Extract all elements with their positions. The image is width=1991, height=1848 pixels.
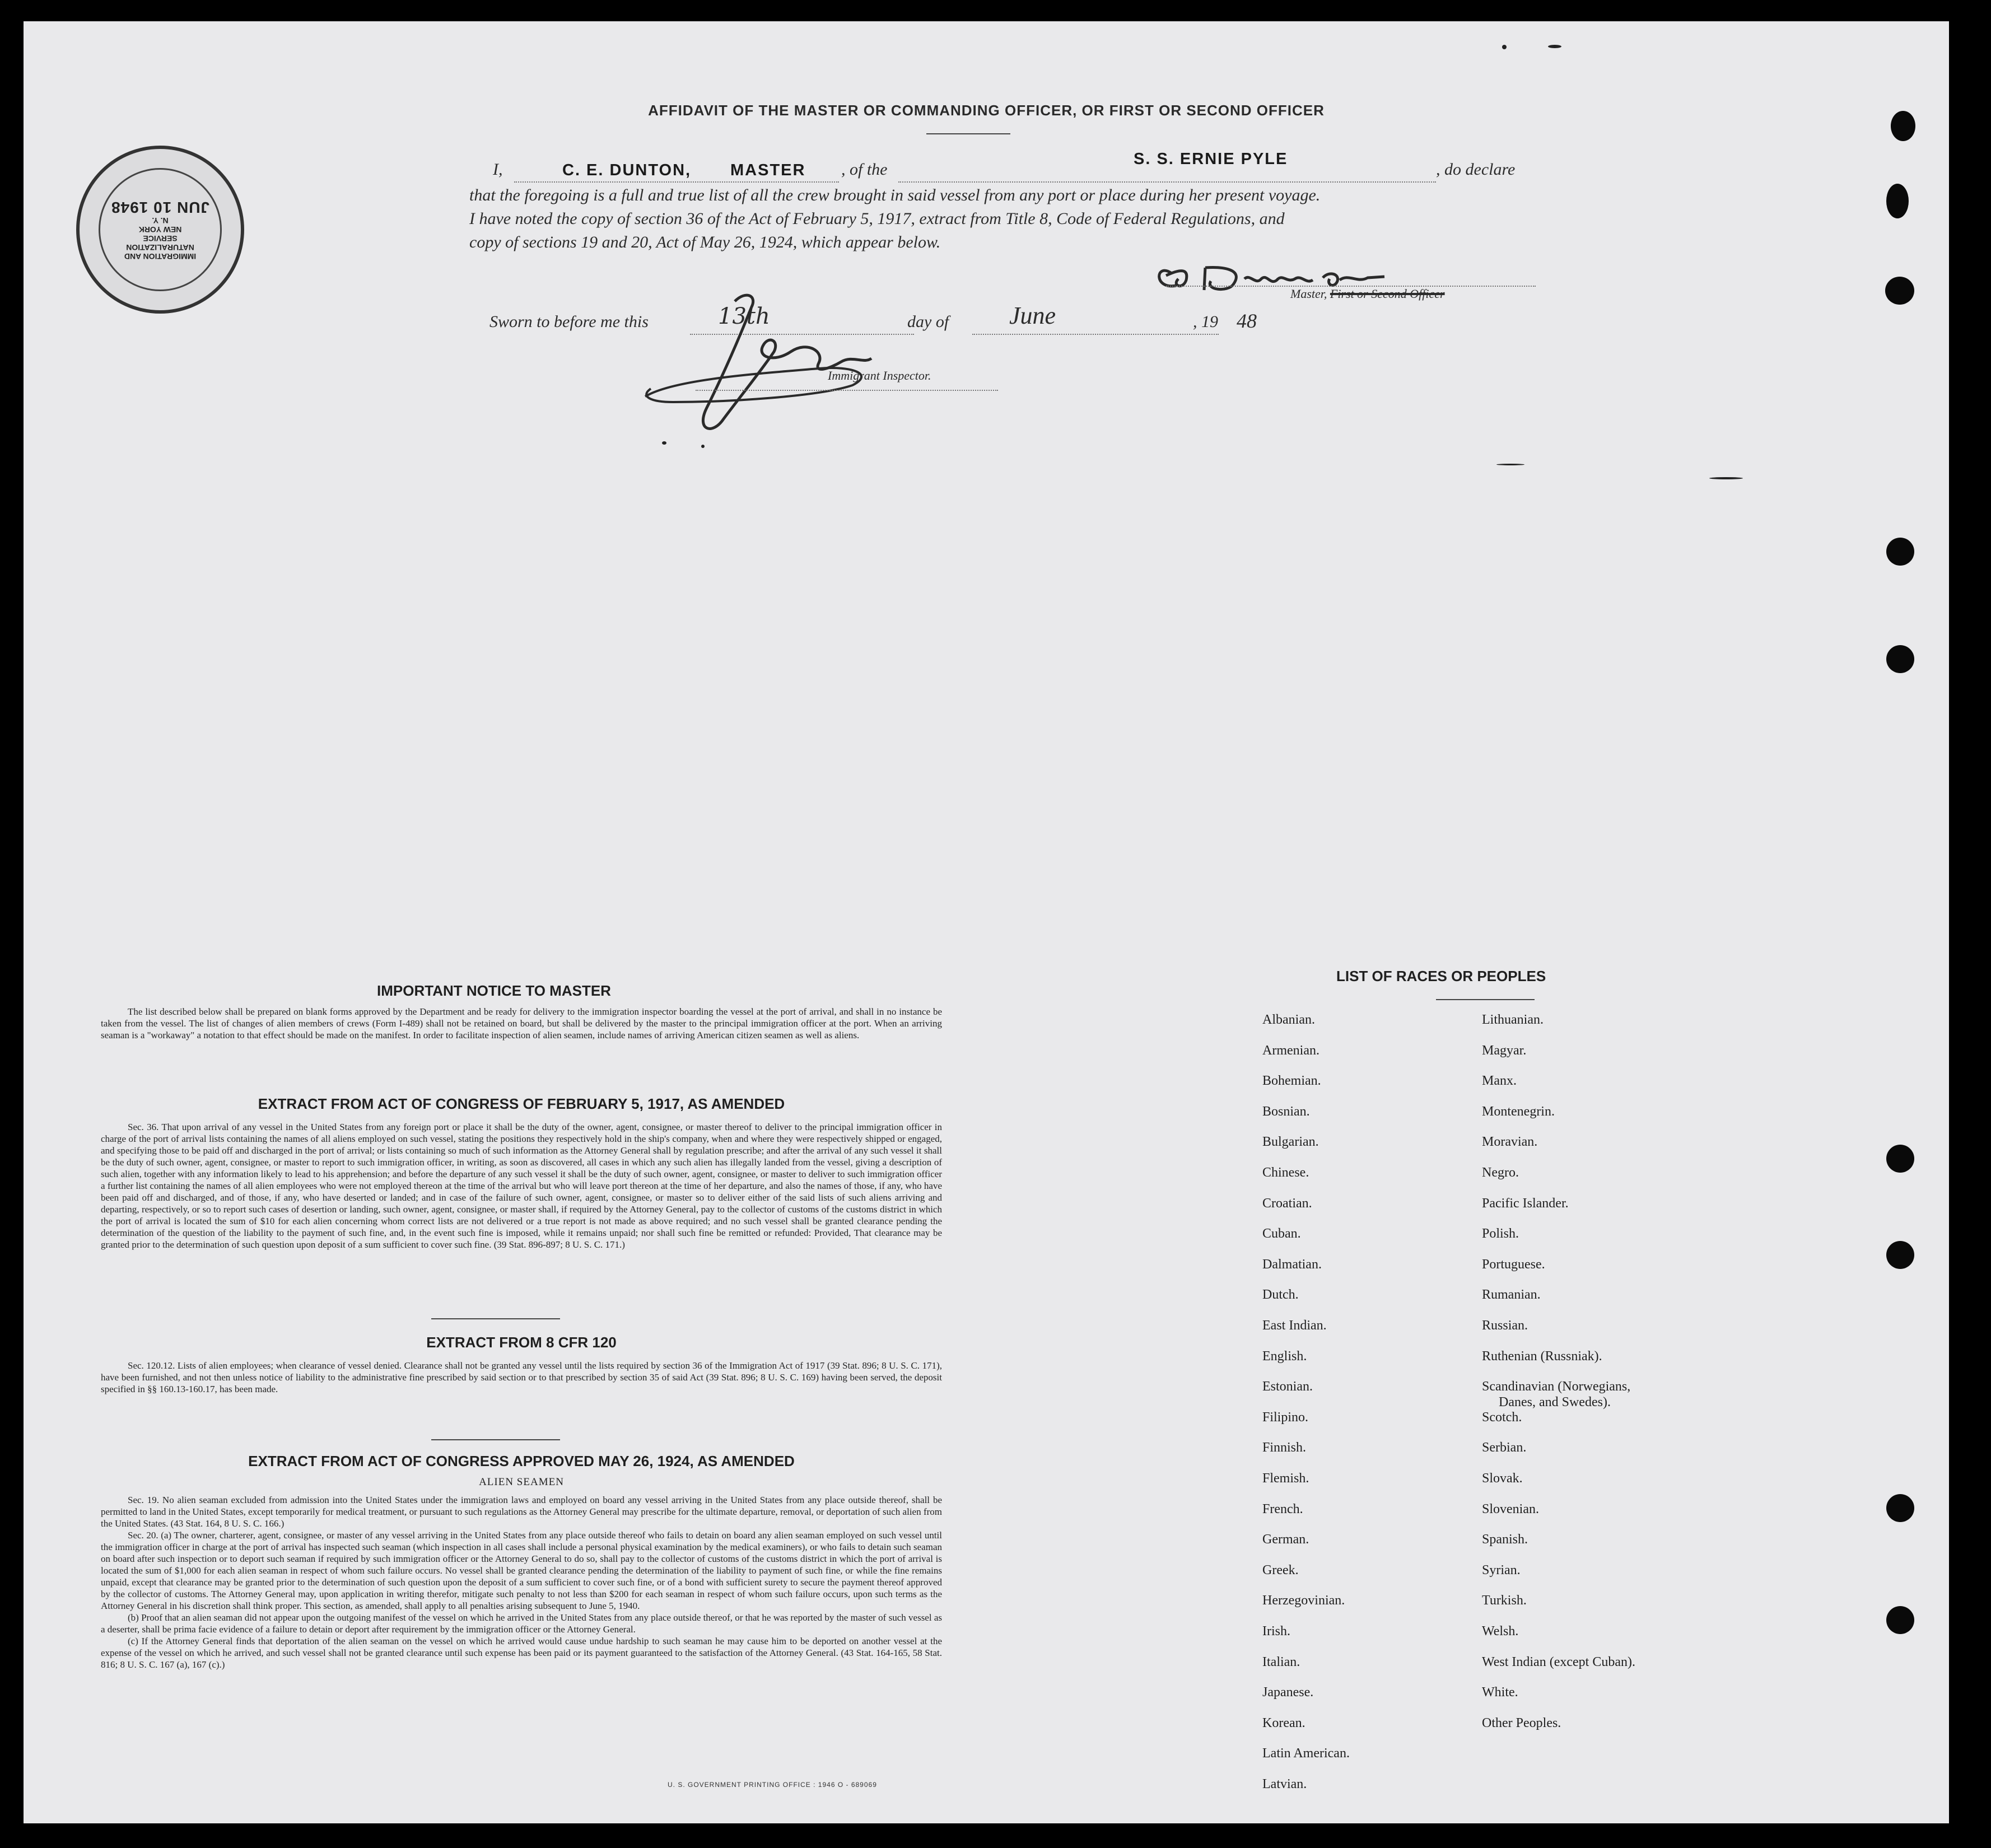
section-36-paragraph: Sec. 36. That upon arrival of any vessel in the United States from any foreign port or place it shall be the duty of the owner, agent, consignee, or master thereof to deliver to the principal immigration officer in charge of the port of arrival lists containing the names of all aliens employed on such vessel, stating the positions they respectively hold in the ship's company, when and where they were respectively shipped or engaged, and specifying those to be paid off and discharged in the port of arrival; or lists containing so much of such information as the Attorney General shall by regulation prescribe; and after the arrival of any such vessel it shall be the duty of such owner, agent, consignee, or master to report to such immigration officer, in writing, as soon as discovered, all cases in which any such alien has illegally landed from the vessel, giving a description of such alien, together with any information likely to lead to his apprehension; and before the departure of any such vessel it shall be the duty of such owner, agent, consignee, or master to deliver to such immigration officer a further list containing the names of all alien employees who were not employed thereon at the time of the arrival but who will leave port thereon at the time of her departure, and also the names of those, if any, who have been paid off and discharged, and of those, if any, who have deserted or landed; and in case of the failure of such owner, agent, consignee, or master so to deliver either of the said lists of such aliens arriving and departing, respectively, or so to report such cases of desertion or landing, such owner, agent, consignee, or master shall, if required by the Attorney General, pay to the collector of customs of the customs district in which the port of arrival is located the sum of $10 for each alien concerning whom correct lists are not delivered or a true report is not made as above required; and no such vessel shall be granted clearance pending the determination of the question of the liability to the payment of such fine, and, in the event such fine is imposed, while it remains unpaid; nor shall such fine be remitted or refunded: Provided, That clearance may be granted prior to the determination of such question upon deposit of a sum sufficient to cover such fine. (39 Stat. 896-897; 8 U. S. C. 171.) (101, 1122, 942, 1250)
section-20b-paragraph: (b) Proof that an alien seaman did not appear upon the outgoing manifest of the vessel on which he arrived in the United States from any place outside thereof, or that he was reported by the master of such vessel as a deserter, shall be prima facie evidence of a failure to detain or deport after requirement by the immigration officer or the Attorney General. (101, 1612, 942, 1635)
master-name-value: C. E. DUNTON, (562, 161, 692, 179)
race-item: German. (1262, 1532, 1309, 1547)
punch-hole (1886, 1145, 1914, 1173)
ink-speck (1548, 45, 1561, 48)
section-19-paragraph: Sec. 19. No alien seaman excluded from admission into the United States under the immigration laws and employed on board any vessel arriving in the United States from any place outside thereof, shall be permitted to land in the United States, except temporarily for medical treatment, or pursuant to such regulations as the Attorney General may prescribe for the ultimate departure, removal, or deportation of such alien from the United States. (43 Stat. 164, 8 U. S. C. 166.) (101, 1495, 942, 1529)
race-item: Irish. (1262, 1624, 1290, 1639)
race-item: Dutch. (1262, 1287, 1299, 1303)
vessel-name-value: S. S. ERNIE PYLE (1134, 150, 1288, 168)
extract-1917-body (101, 1121, 942, 1250)
race-item: Rumanian. (1482, 1287, 1541, 1303)
race-item: Manx. (1482, 1074, 1517, 1089)
ink-speck (1502, 45, 1507, 49)
race-item: Slovenian. (1482, 1501, 1539, 1516)
affidavit-title: AFFIDAVIT OF THE MASTER OR COMMANDING OFFICER, OR FIRST OR SECOND OFFICER (648, 102, 1325, 119)
race-item: Croatian. (1262, 1196, 1312, 1211)
extract-1924-body (101, 1494, 942, 1670)
race-item: Negro. (1482, 1165, 1519, 1180)
stamp-line: NATURALIZATION (126, 243, 194, 253)
race-item: Turkish. (1482, 1593, 1527, 1608)
races-list-title: LIST OF RACES OR PEOPLES (1336, 968, 1546, 984)
race-item: Greek. (1262, 1562, 1299, 1578)
race-item: Magyar. (1482, 1043, 1527, 1058)
punch-hole (1885, 277, 1914, 305)
punch-hole (1886, 1494, 1914, 1522)
race-item: Other Peoples. (1482, 1715, 1561, 1730)
extract-1924-title: EXTRACT FROM ACT OF CONGRESS APPROVED MAY 26, 1924, AS AMENDED (248, 1453, 795, 1469)
ink-speck (1496, 464, 1524, 465)
race-item: English. (1262, 1348, 1307, 1364)
race-item: Syrian. (1482, 1562, 1521, 1578)
race-item: Bohemian. (1262, 1074, 1321, 1089)
punch-hole (1886, 645, 1914, 673)
extract-8cfr-body (101, 1360, 942, 1395)
race-item: Filipino. (1262, 1410, 1309, 1425)
race-item: Ruthenian (Russniak). (1482, 1348, 1602, 1364)
year-value: 48 (1237, 310, 1257, 332)
race-item: West Indian (except Cuban). (1482, 1654, 1635, 1669)
stamp-text (80, 149, 241, 310)
section-rule (431, 1318, 560, 1319)
affidavit-line-4: copy of sections 19 and 20, Act of May 26, 1924, which appear below. (469, 233, 941, 251)
affidavit-title-rule (926, 133, 1010, 134)
race-item: Bosnian. (1262, 1104, 1310, 1119)
struck-officer-caption: First or Second Officer (1330, 287, 1445, 301)
sworn-month-value: June (1009, 302, 1056, 329)
punch-hole (1886, 1606, 1914, 1634)
sworn-label: Sworn to before me this (489, 312, 649, 331)
received-stamp (76, 146, 244, 314)
race-item: Armenian. (1262, 1043, 1319, 1058)
race-item: Dalmatian. (1262, 1257, 1322, 1272)
race-item: Montenegrin. (1482, 1104, 1555, 1119)
race-item: Russian. (1482, 1318, 1528, 1333)
extract-1917-title: EXTRACT FROM ACT OF CONGRESS OF FEBRUARY 5, 1917, AS AMENDED (258, 1095, 785, 1112)
alien-seamen-subtitle: ALIEN SEAMEN (479, 1476, 564, 1488)
section-rule (431, 1439, 560, 1440)
race-item: Danes, and Swedes). (1499, 1395, 1611, 1410)
race-item: Portuguese. (1482, 1257, 1545, 1272)
extract-8cfr-title: EXTRACT FROM 8 CFR 120 (426, 1334, 617, 1351)
race-item: Albanian. (1262, 1012, 1315, 1027)
race-item: Italian. (1262, 1654, 1300, 1669)
of-the-label: , of the (841, 160, 888, 179)
affidavit-line-2: that the foregoing is a full and true list of all the crew brought in said vessel from any port or place during her present voyage. (469, 186, 1321, 204)
inspector-caption: Immigrant Inspector. (828, 368, 931, 382)
race-item: Lithuanian. (1482, 1012, 1544, 1027)
sworn-month-line (972, 333, 1219, 335)
stamp-line: IMMIGRATION AND (124, 252, 197, 262)
gpo-imprint: U. S. GOVERNMENT PRINTING OFFICE : 1946 O - 689069 (668, 1781, 877, 1789)
affidavit-i-label: I, (493, 160, 503, 179)
race-item: Moravian. (1482, 1135, 1538, 1150)
race-item: Bulgarian. (1262, 1135, 1319, 1150)
race-item: Japanese. (1262, 1685, 1314, 1700)
notice-title: IMPORTANT NOTICE TO MASTER (377, 982, 611, 999)
stamp-line: SERVICE (143, 234, 178, 244)
master-rank-value: MASTER (730, 161, 806, 179)
race-item: Korean. (1262, 1715, 1305, 1730)
inspector-signature-line (696, 389, 998, 391)
vessel-field-line (898, 180, 1436, 183)
stamp-line: N. Y. (152, 216, 169, 225)
race-item: Serbian. (1482, 1440, 1527, 1455)
race-item: Estonian. (1262, 1379, 1313, 1394)
do-declare-label: , do declare (1436, 160, 1516, 179)
section-20a-paragraph: Sec. 20. (a) The owner, charterer, agent, consignee, or master of any vessel arriving in the United States from any place outside thereof who fails to detain on board any alien seaman employed on such vessel until the immigration officer in charge at the port of arrival has inspected such seaman (which inspection in all cases shall include a personal physical examination by the medical examiners), or who fails to detain such seaman on board after such inspection or to deport such seaman if required by such immigration officer or the Attorney General to do so, shall pay to the collector of customs of the customs district in which the port of arrival is located the sum of $1,000 for each alien seaman in respect of whom such failure occurs. No vessel shall be granted clearance pending the determination of the liability to payment of such fine, or while the fine remains unpaid, except that clearance may be granted prior to the determination of such question upon the deposit of a sum sufficient to cover such fine, or of a bond with sufficient surety to secure the payment thereof approved by the collector of customs. The Attorney General may, upon application in writing therefor, mitigate such penalty to not less than $200 for each seaman in respect of whom such failure occurs, upon such terms as the Attorney General in his discretion shall think proper. This section, as amended, shall apply to all penalties arising subsequent to June 5, 1940. (101, 1530, 942, 1611)
race-item: Slovak. (1482, 1471, 1523, 1486)
section-20c-paragraph: (c) If the Attorney General finds that deportation of the alien seaman on the vessel on which he arrived would cause undue hardship to such seaman he may cause him to be deported on another vessel at the expense of the vessel on which he arrived, and such vessel shall not be granted clearance until such expense has been paid or its payment guaranteed to the satisfaction of the Attorney General. (43 Stat. 164-165, 58 Stat. 816; 8 U. S. C. 167 (a), 167 (c).) (101, 1636, 942, 1670)
race-item: Scandinavian (Norwegians, (1482, 1379, 1631, 1394)
race-item: East Indian. (1262, 1318, 1327, 1333)
master-signature-caption (1290, 287, 1445, 301)
race-item: Welsh. (1482, 1624, 1519, 1639)
stamp-line: NEW YORK (138, 225, 182, 235)
race-item: Cuban. (1262, 1226, 1301, 1242)
document-page (24, 21, 1949, 1823)
race-item: Chinese. (1262, 1165, 1309, 1180)
name-field-line (514, 180, 839, 183)
master-caption-prefix: Master, (1290, 287, 1327, 301)
ink-speck (1709, 477, 1743, 479)
race-item: Latvian. (1262, 1777, 1307, 1791)
punch-hole (1886, 1241, 1914, 1269)
race-item: Flemish. (1262, 1471, 1309, 1486)
year-prefix: , 19 (1193, 312, 1218, 331)
stamp-date: JUN 10 1948 (111, 198, 210, 216)
notice-paragraph: The list described below shall be prepared on blank forms approved by the Department and be ready for delivery to the immigration inspector boarding the vessel at the port of arrival, and shall in no instance be taken from the vessel. The list of changes of alien members of crews (Form I-489) shall not be retained on board, but shall be delivered by the master to the principal immigration officer at the port. When an arriving seaman is a "workaway" a notation to that effect should be made on the manifest. In order to facilitate inspection of alien seamen, include names of arriving American citizen seamen as well as aliens. (101, 1006, 942, 1040)
punch-hole (1886, 538, 1914, 566)
sworn-day-value: 13th (718, 304, 770, 329)
races-title-rule (1436, 999, 1535, 1000)
race-item: Pacific Islander. (1482, 1196, 1569, 1211)
race-item: Spanish. (1482, 1532, 1528, 1547)
race-item: French. (1262, 1501, 1303, 1516)
race-item: White. (1482, 1685, 1518, 1700)
notice-body (101, 1006, 942, 1041)
race-item: Scotch. (1482, 1410, 1522, 1425)
race-item: Latin American. (1262, 1746, 1350, 1761)
race-item: Finnish. (1262, 1440, 1307, 1455)
affidavit-line-3: I have noted the copy of section 36 of the Act of February 5, 1917, extract from Title 8, Code of Federal Regulations, and (469, 209, 1285, 228)
section-120-12-paragraph: Sec. 120.12. Lists of alien employees; when clearance of vessel denied. Clearance shall not be granted any vessel until the lists required by section 36 of the Immigration Act of 1917 (39 Stat. 896; 8 U. S. C. 171), have been furnished, and not then unless notice of liability to the administrative fine prescribed by said section or to that prescribed by section 35 of said Act (39 Stat. 896; 8 U. S. C. 169) having been served, the deposit specified in §§ 160.13-160.17, has been made. (101, 1360, 942, 1394)
race-item: Polish. (1482, 1226, 1519, 1242)
day-of-label: day of (907, 312, 949, 331)
race-item: Herzegovinian. (1262, 1593, 1345, 1608)
punch-hole (1886, 184, 1909, 218)
